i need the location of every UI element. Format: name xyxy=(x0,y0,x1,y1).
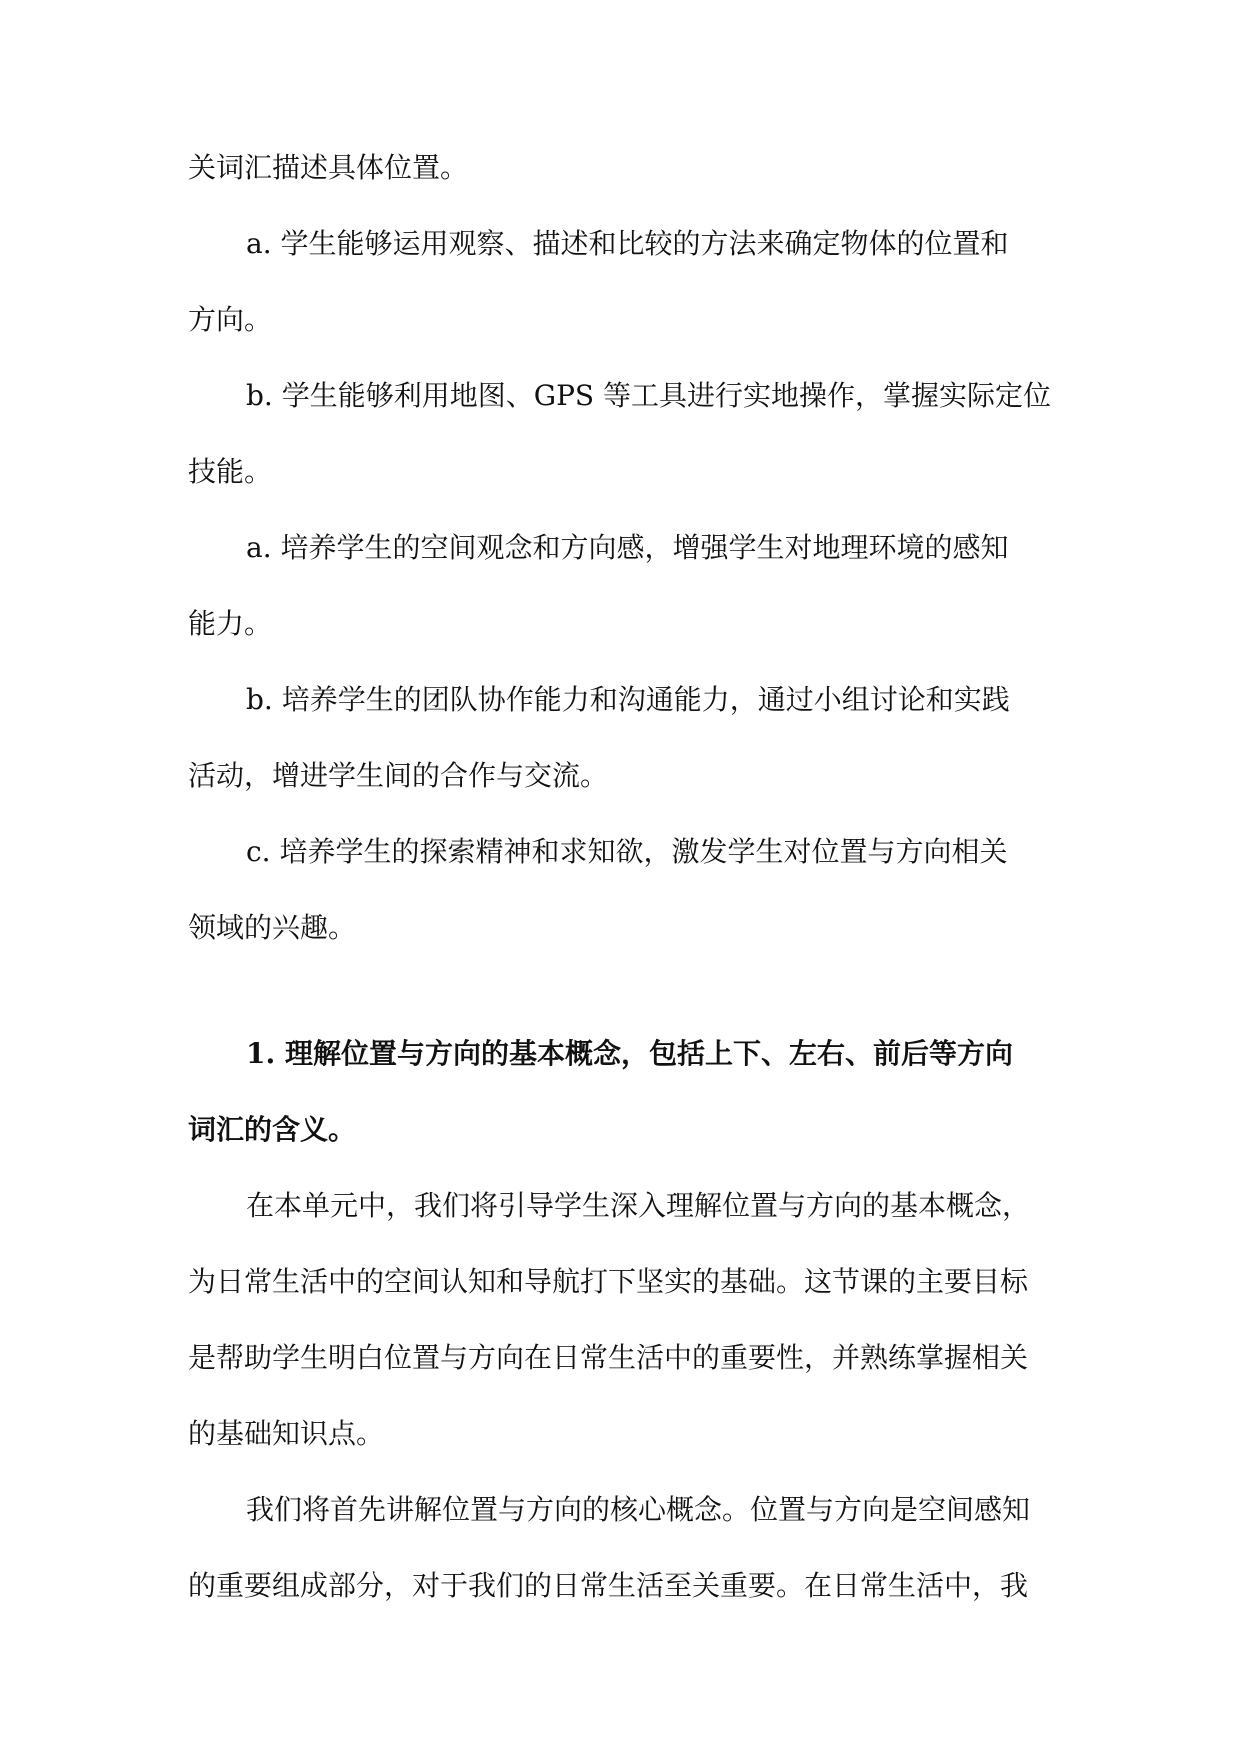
paragraph-objective-a-attitude xyxy=(188,528,1058,680)
text-line: 能力。 xyxy=(188,607,273,640)
text-line: b. 学生能够利用地图、GPS 等工具进行实地操作，掌握实际定位 xyxy=(246,379,1052,412)
paragraph-objective-c-curiosity xyxy=(188,832,1058,984)
text-line: c. 培养学生的探索精神和求知欲，激发学生对位置与方向相关 xyxy=(246,835,1008,868)
text-line: 为日常生活中的空间认知和导航打下坚实的基础。这节课的主要目标 xyxy=(188,1265,1029,1298)
paragraph-objective-a-knowledge xyxy=(188,224,1058,376)
document-body xyxy=(188,148,1058,1642)
text-line: 的基础知识点。 xyxy=(188,1417,385,1450)
text-line: 方向。 xyxy=(188,303,273,336)
paragraph-intro-continuation xyxy=(188,148,1058,224)
text-line: 关词汇描述具体位置。 xyxy=(188,151,469,184)
text-line: 活动，增进学生间的合作与交流。 xyxy=(188,759,609,792)
paragraph-objective-b-skills xyxy=(188,376,1058,528)
paragraph-unit-overview xyxy=(188,1186,1058,1490)
heading-line: 1. 理解位置与方向的基本概念，包括上下、左右、前后等方向 xyxy=(246,1037,1013,1070)
text-line: a. 学生能够运用观察、描述和比较的方法来确定物体的位置和 xyxy=(246,227,1009,260)
section-heading xyxy=(188,1034,1058,1186)
text-line: 在本单元中，我们将引导学生深入理解位置与方向的基本概念， xyxy=(246,1189,1031,1222)
text-line: 领域的兴趣。 xyxy=(188,911,357,944)
heading-line: 词汇的含义。 xyxy=(188,1113,357,1146)
text-line: 的重要组成部分，对于我们的日常生活至关重要。在日常生活中，我 xyxy=(188,1569,1029,1602)
text-line: 技能。 xyxy=(188,455,273,488)
text-line: a. 培养学生的空间观念和方向感，增强学生对地理环境的感知 xyxy=(246,531,1009,564)
text-line: 是帮助学生明白位置与方向在日常生活中的重要性，并熟练掌握相关 xyxy=(188,1341,1029,1374)
paragraph-core-concepts xyxy=(188,1490,1058,1642)
paragraph-objective-b-teamwork xyxy=(188,680,1058,832)
section-spacer xyxy=(188,984,1058,1034)
text-line: 我们将首先讲解位置与方向的核心概念。位置与方向是空间感知 xyxy=(246,1493,1031,1526)
text-line: b. 培养学生的团队协作能力和沟通能力，通过小组讨论和实践 xyxy=(246,683,1010,716)
